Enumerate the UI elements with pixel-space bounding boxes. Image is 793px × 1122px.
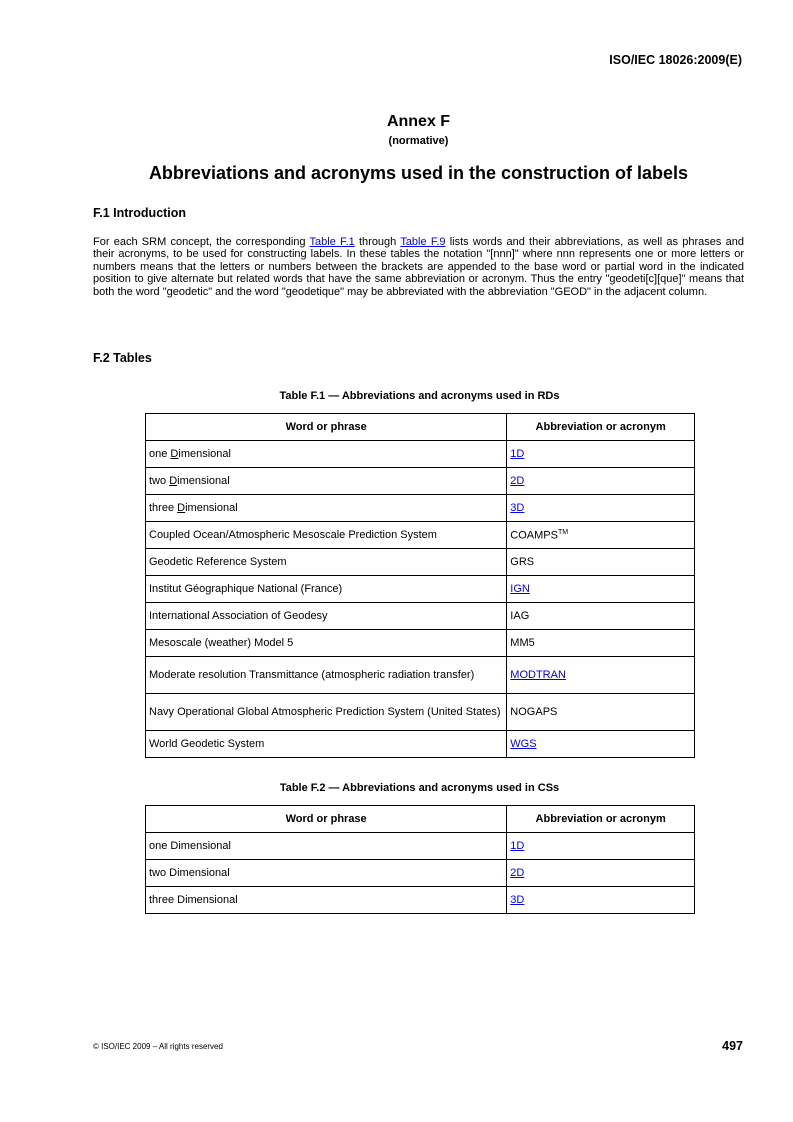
table-f2-header-abbr: Abbreviation or acronym — [507, 806, 695, 833]
abbr-link[interactable]: 3D — [510, 501, 525, 514]
phrase-cell: International Association of Geodesy — [146, 603, 507, 630]
table-row — [146, 603, 695, 630]
table-row — [146, 887, 695, 914]
abbr-cell — [507, 441, 695, 468]
footer-copyright: © ISO/IEC 2009 – All rights reserved — [93, 1042, 223, 1051]
phrase-text: imensional — [185, 501, 238, 514]
section-heading-tables: F.2 Tables — [93, 351, 152, 365]
phrase-cell: Coupled Ocean/Atmospheric Mesoscale Prediction System — [146, 522, 507, 549]
table-f1-link[interactable]: Table F.1 — [309, 236, 355, 248]
abbr-link[interactable]: WGS — [510, 737, 537, 750]
phrase-cell: Navy Operational Global Atmospheric Prediction System (United States) — [146, 694, 507, 731]
table-f2-caption: Table F.2 — Abbreviations and acronyms used in CSs — [279, 782, 560, 794]
table-row — [146, 694, 695, 731]
intro-paragraph — [93, 236, 744, 298]
phrase-text: three — [149, 501, 178, 514]
table-row — [146, 441, 695, 468]
table-f2-header-word: Word or phrase — [146, 806, 507, 833]
phrase-text-underlined: D — [170, 447, 179, 460]
abbr-cell — [507, 522, 695, 549]
abbr-text: COAMPS — [510, 530, 558, 543]
table-row — [146, 657, 695, 694]
abbr-cell — [507, 468, 695, 495]
abbr-link[interactable]: 1D — [510, 447, 525, 460]
phrase-cell: Geodetic Reference System — [146, 549, 507, 576]
abbr-link[interactable]: 1D — [510, 839, 525, 852]
abbr-link[interactable]: 2D — [510, 474, 525, 487]
phrase-text-underlined: D — [169, 474, 178, 487]
intro-text-part1: For each SRM concept, the corresponding — [93, 236, 310, 248]
abbr-cell — [507, 576, 695, 603]
phrase-cell: two Dimensional — [146, 860, 507, 887]
phrase-cell: World Geodetic System — [146, 731, 507, 758]
table-row — [146, 468, 695, 495]
abbr-cell — [507, 833, 695, 860]
abbr-cell: IAG — [507, 603, 695, 630]
abbr-cell — [507, 860, 695, 887]
table-row — [146, 549, 695, 576]
phrase-cell: Institut Géographique National (France) — [146, 576, 507, 603]
phrase-text: imensional — [177, 474, 230, 487]
abbr-link[interactable]: IGN — [510, 582, 530, 595]
phrase-cell: Mesoscale (weather) Model 5 — [146, 630, 507, 657]
abbr-cell: MM5 — [507, 630, 695, 657]
phrase-cell: three Dimensional — [146, 887, 507, 914]
annex-type: (normative) — [388, 135, 449, 147]
phrase-text: imensional — [178, 447, 231, 460]
page-header-standard-id: ISO/IEC 18026:2009(E) — [609, 53, 742, 67]
table-row — [146, 630, 695, 657]
phrase-text: two — [149, 474, 170, 487]
abbr-cell — [507, 495, 695, 522]
table-f1-caption: Table F.1 — Abbreviations and acronyms used in RDs — [279, 390, 560, 402]
abbr-cell: NOGAPS — [507, 694, 695, 731]
abbr-cell — [507, 731, 695, 758]
phrase-cell: one Dimensional — [146, 833, 507, 860]
table-f2 — [145, 805, 695, 914]
table-f1-header-word: Word or phrase — [146, 414, 507, 441]
intro-text-part2: through — [354, 236, 401, 248]
annex-title: Annex F — [386, 113, 451, 130]
abbr-cell: GRS — [507, 549, 695, 576]
phrase-text-underlined: D — [177, 501, 186, 514]
phrase-cell — [146, 495, 507, 522]
table-row — [146, 860, 695, 887]
section-heading-introduction: F.1 Introduction — [93, 206, 187, 220]
phrase-cell — [146, 441, 507, 468]
abbr-link[interactable]: 2D — [510, 866, 525, 879]
table-row — [146, 833, 695, 860]
intro-text-part3: lists words and their abbreviations, as well as phrases and their acronyms, to be used for constructing labels. In these tables the notation "[nnn]" where nnn represents one or more letters or numbers means that the letters or numbers between the brackets are appended to the base word or partial word in the indicated position to give alternate but related words that have the same abbreviation or acronym. Thus the entry "geodeti[c][que]" means that both the word "geodetic" and the word "geodetique" may be abbreviated with the abbreviation "GEOD" in the adjacent column. — [93, 236, 744, 298]
table-f1 — [145, 413, 695, 758]
phrase-cell — [146, 468, 507, 495]
abbr-cell — [507, 887, 695, 914]
phrase-text: one — [149, 447, 171, 460]
phrase-cell: Moderate resolution Transmittance (atmospheric radiation transfer) — [146, 657, 507, 694]
footer-page-number: 497 — [722, 1039, 743, 1053]
table-row — [146, 495, 695, 522]
abbr-link[interactable]: MODTRAN — [510, 668, 566, 681]
table-f1-header-abbr: Abbreviation or acronym — [507, 414, 695, 441]
abbr-link[interactable]: 3D — [510, 893, 525, 906]
table-f9-link[interactable]: Table F.9 — [400, 236, 446, 248]
page-title: Abbreviations and acronyms used in the construction of labels — [148, 163, 689, 183]
table-row — [146, 731, 695, 758]
table-row — [146, 576, 695, 603]
trademark-superscript: TM — [557, 529, 569, 537]
abbr-cell — [507, 657, 695, 694]
table-row — [146, 522, 695, 549]
